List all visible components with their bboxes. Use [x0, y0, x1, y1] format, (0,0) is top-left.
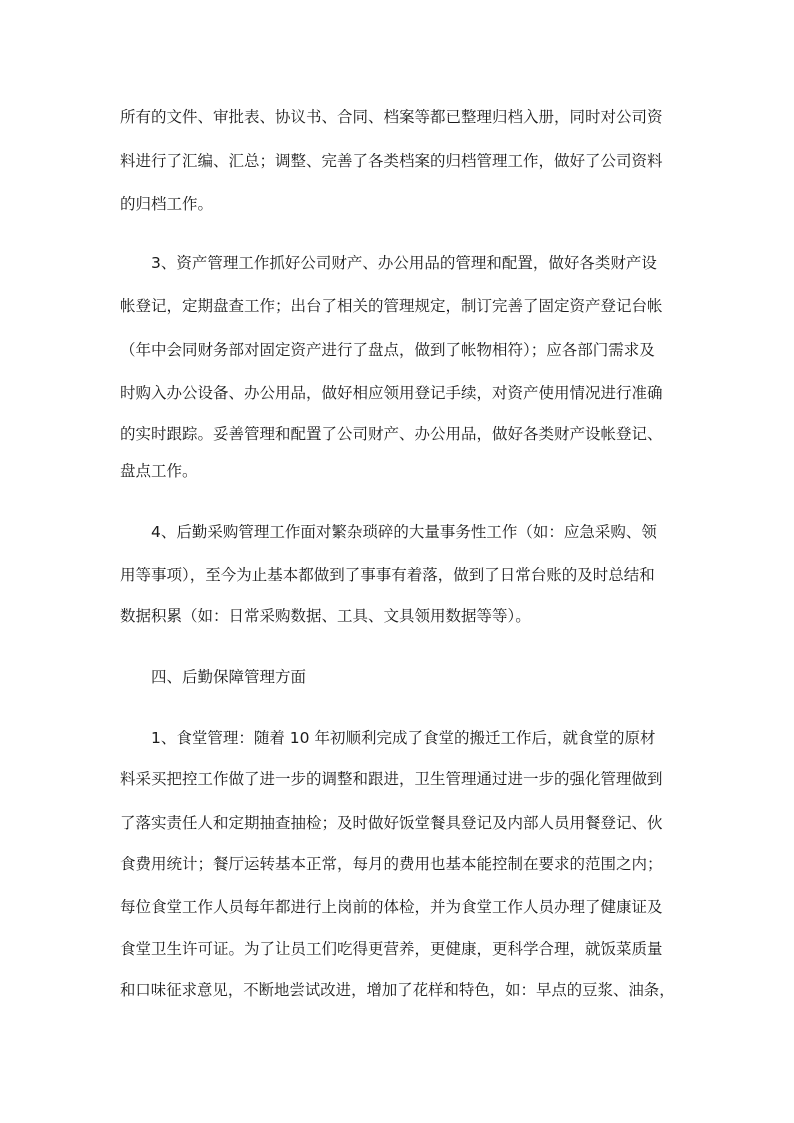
canteen-line-3: 了落实责任人和定期抽查抽检；及时做好饭堂餐具登记及内部人员用餐登记、伙 [120, 814, 663, 832]
assets-line-6: 盘点工作。 [120, 462, 198, 480]
assets-line-1: 3、资产管理工作抓好公司财产、办公用品的管理和配置，做好各类财产设 [151, 254, 657, 272]
canteen-line-2: 料采买把控工作做了进一步的调整和跟进，卫生管理通过进一步的强化管理做到 [120, 770, 663, 788]
assets-line-4: 时购入办公设备、办公用品，做好相应领用登记手续，对资产使用情况进行准确 [120, 384, 663, 402]
canteen-line-4: 食费用统计；餐厅运转基本正常，每月的费用也基本能控制在要求的范围之内； [120, 855, 663, 873]
procurement-line-1: 4、后勤采购管理工作面对繁杂琐碎的大量事务性工作（如：应急采购、领 [151, 523, 657, 541]
canteen-line-1: 1、食堂管理：随着 10 年初顺利完成了食堂的搬迁工作后，就食堂的原材 [151, 729, 656, 747]
assets-line-5: 的实时跟踪。妥善管理和配置了公司财产、办公用品，做好各类财产设帐登记、 [120, 425, 663, 443]
assets-line-3: （年中会同财务部对固定资产进行了盘点，做到了帐物相符）；应各部门需求及 [120, 341, 655, 359]
archive-line-2: 料进行了汇编、汇总；调整、完善了各类档案的归档管理工作，做好了公司资料 [120, 152, 663, 170]
canteen-line-7: 和口味征求意见，不断地尝试改进，增加了花样和特色，如：早点的豆浆、油条， [120, 981, 675, 999]
section-heading: 四、后勤保障管理方面 [151, 668, 307, 686]
canteen-line-6: 食堂卫生许可证。为了让员工们吃得更营养，更健康，更科学合理，就饭菜质量 [120, 940, 663, 958]
assets-line-2: 帐登记，定期盘查工作；出台了相关的管理规定，制订完善了固定资产登记台帐 [120, 297, 663, 315]
archive-line-1: 所有的文件、审批表、协议书、合同、档案等都已整理归档入册，同时对公司资 [120, 108, 663, 126]
archive-line-3: 的归档工作。 [120, 195, 214, 213]
canteen-line-5: 每位食堂工作人员每年都进行上岗前的体检，并为食堂工作人员办理了健康证及 [120, 898, 663, 916]
procurement-line-3: 数据积累（如：日常采购数据、工具、文具领用数据等等）。 [120, 607, 531, 625]
procurement-line-2: 用等事项），至今为止基本都做到了事事有着落，做到了日常台账的及时总结和 [120, 566, 655, 584]
